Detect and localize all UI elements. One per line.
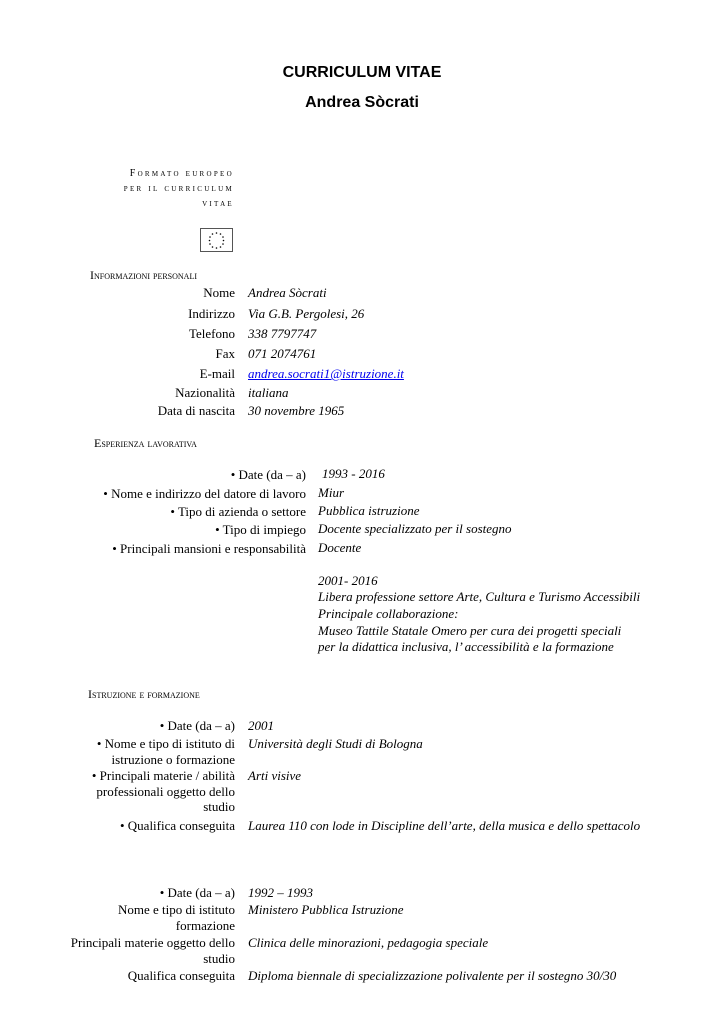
exp-extra-line: Museo Tattile Statale Omero per cura dei progetti speciali	[318, 623, 622, 638]
exp-extra-line: per la didattica inclusiva, l’ accessibilità e la formazione	[318, 639, 614, 654]
label-edu1-istituto: • Nome e tipo di istituto di istruzione o formazione	[96, 736, 235, 767]
exp-extra-line: Libera professione settore Arte, Cultura e Turismo Accessibili	[318, 589, 641, 604]
label-exp-tipo-azienda: • Tipo di azienda o settore	[170, 504, 306, 519]
value-edu1-qualifica: Laurea 110 con lode in Discipline dell’arte, della musica e dello spettacolo	[248, 818, 641, 833]
value-exp-mansioni: Docente	[318, 540, 362, 555]
label-edu2-date: • Date (da – a)	[159, 885, 235, 900]
value-telefono: 338 7797747	[248, 326, 317, 341]
value-fax: 071 2074761	[248, 346, 317, 361]
label-exp-datore: • Nome e indirizzo del datore di lavoro	[103, 486, 306, 501]
label-exp-tipo-impiego: • Tipo di impiego	[215, 522, 306, 537]
label-exp-mansioni: • Principali mansioni e responsabilità	[112, 541, 306, 556]
label-indirizzo: Indirizzo	[188, 306, 235, 321]
value-exp-tipo-impiego: Docente specializzato per il sostegno	[318, 521, 512, 536]
email-link[interactable]: andrea.socrati1@istruzione.it	[248, 366, 404, 381]
document-title: CURRICULUM VITAE	[282, 64, 442, 81]
label-exp-date: • Date (da – a)	[230, 467, 306, 482]
label-nome: Nome	[203, 285, 235, 300]
label-fax: Fax	[215, 346, 235, 361]
label-telefono: Telefono	[188, 326, 235, 341]
value-edu1-date: 2001	[248, 718, 274, 733]
formato-line-1: Formato europeo	[129, 168, 234, 179]
section-education: Istruzione e formazione	[88, 687, 200, 701]
value-edu2-date: 1992 – 1993	[248, 885, 313, 900]
label-edu1-materie: • Principali materie / abilità professionali oggetto dello studio	[91, 768, 235, 814]
exp-extra-line: 2001- 2016	[318, 573, 378, 588]
section-work-experience: Esperienza lavorativa	[94, 436, 197, 450]
value-indirizzo: Via G.B. Pergolesi, 26	[248, 306, 365, 321]
label-email: E-mail	[199, 366, 235, 381]
value-edu2-istituto: Ministero Pubblica Istruzione	[248, 902, 404, 917]
value-nazionalita: italiana	[248, 385, 289, 400]
value-exp-date: 1993 - 2016	[322, 466, 385, 481]
label-edu2-istituto: Nome e tipo di istituto formazione	[118, 902, 235, 933]
formato-line-3: vitae	[202, 198, 234, 209]
value-edu1-materie: Arti visive	[248, 768, 302, 783]
label-edu1-qualifica: • Qualifica conseguita	[119, 818, 235, 833]
formato-line-2: per il curriculum	[123, 183, 234, 194]
candidate-name-heading: Andrea Sòcrati	[305, 94, 419, 111]
label-edu2-materie: Principali materie oggetto dello studio	[70, 935, 235, 966]
label-nazionalita: Nazionalità	[175, 385, 235, 400]
exp-extra-line: Principale collaborazione:	[318, 606, 459, 621]
label-data-nascita: Data di nascita	[157, 403, 235, 418]
value-exp-datore: Miur	[318, 485, 344, 500]
value-edu2-qualifica: Diploma biennale di specializzazione polivalente per il sostegno 30/30	[248, 968, 617, 983]
eu-flag-icon	[200, 228, 233, 252]
label-edu2-qualifica: Qualifica conseguita	[127, 968, 235, 983]
value-exp-tipo-azienda: Pubblica istruzione	[318, 503, 420, 518]
section-personal-info: Informazioni personali	[90, 268, 197, 282]
value-edu2-materie: Clinica delle minorazioni, pedagogia speciale	[248, 935, 489, 950]
value-nome: Andrea Sòcrati	[248, 285, 327, 300]
label-edu1-date: • Date (da – a)	[159, 718, 235, 733]
value-data-nascita: 30 novembre 1965	[248, 403, 345, 418]
value-edu1-istituto: Università degli Studi di Bologna	[248, 736, 423, 751]
